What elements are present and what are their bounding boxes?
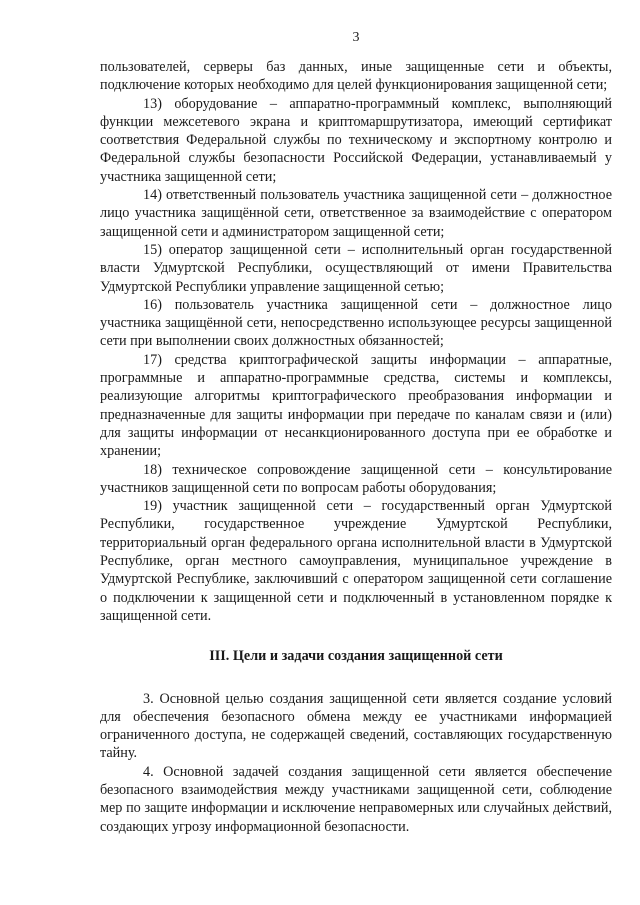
paragraph-continuation: пользователей, серверы баз данных, иные защищенные сети и объекты, подключение которых необходимо для целей функционирования защищенной сети; <box>100 59 612 94</box>
paragraph-item-13: 13) оборудование – аппаратно-программный комплекс, выполняющий функции межсетевого экрана и криптомаршрутизатора, имеющий сертификат соответствия Федеральной службы по техническому и экспортному контролю и Федеральной службы безопасности Российской Федерации, устанавливаемый у участника защищенной сети; <box>100 95 612 185</box>
document-page <box>100 0 612 905</box>
paragraph-item-14: 14) ответственный пользователь участника защищенной сети – должностное лицо участника защищённой сети, ответственное за взаимодействие с оператором защищенной сети и администратором защищенной сети; <box>100 187 612 240</box>
document-body <box>100 58 612 836</box>
paragraph-item-15: 15) оператор защищенной сети – исполнительный орган государственной власти Удмуртской Республики, осуществляющий от имени Правительства Удмуртской Республики управление защищенной сетью; <box>100 241 612 295</box>
paragraph-item-3: 3. Основной целью создания защищенной сети является создание условий для обеспечения безопасного обмена между ее участниками информацией ограниченного доступа, не содержащей сведений, составляющих государственную тайну. <box>100 690 612 762</box>
paragraph-item-18: 18) техническое сопровождение защищенной сети – консультирование участников защищенной сети по вопросам работы оборудования; <box>100 461 612 496</box>
paragraph-item-16: 16) пользователь участника защищенной сети – должностное лицо участника защищённой сети, непосредственно использующее ресурсы защищенной сети при выполнении своих должностных обязанностей; <box>100 296 612 350</box>
paragraph-item-19: 19) участник защищенной сети – государственный орган Удмуртской Республики, государственное учреждение Удмуртской Республики, территориальный орган федерального органа исполнительной власти в Удмуртской Республике, орган местного самоуправления, муниципальное учреждение в Удмуртской Республике, заключивший с оператором защищенной сети соглашение о подключении к защищенной сети и подключенный в установленном порядке к защищенной сети. <box>100 498 612 624</box>
paragraph-item-17: 17) средства криптографической защиты информации – аппаратные, программные и аппаратно-программные средства, системы и комплексы, реализующие алгоритмы криптографического преобразования информации и предназначенные для защиты информации при передаче по каналам связи и (или) для защиты информации от несанкционированного доступа при ее обработке и хранении; <box>100 351 612 460</box>
paragraph-item-4: 4. Основной задачей создания защищенной сети является обеспечение безопасного взаимодействия между участниками защищенной сети, соблюдение мер по защите информации и исключение неправомерных или случайных действий, создающих угрозу информационной безопасности. <box>100 763 612 835</box>
page-number: 3 <box>352 30 360 45</box>
section-heading: III. Цели и задачи создания защищенной сети <box>209 648 503 665</box>
